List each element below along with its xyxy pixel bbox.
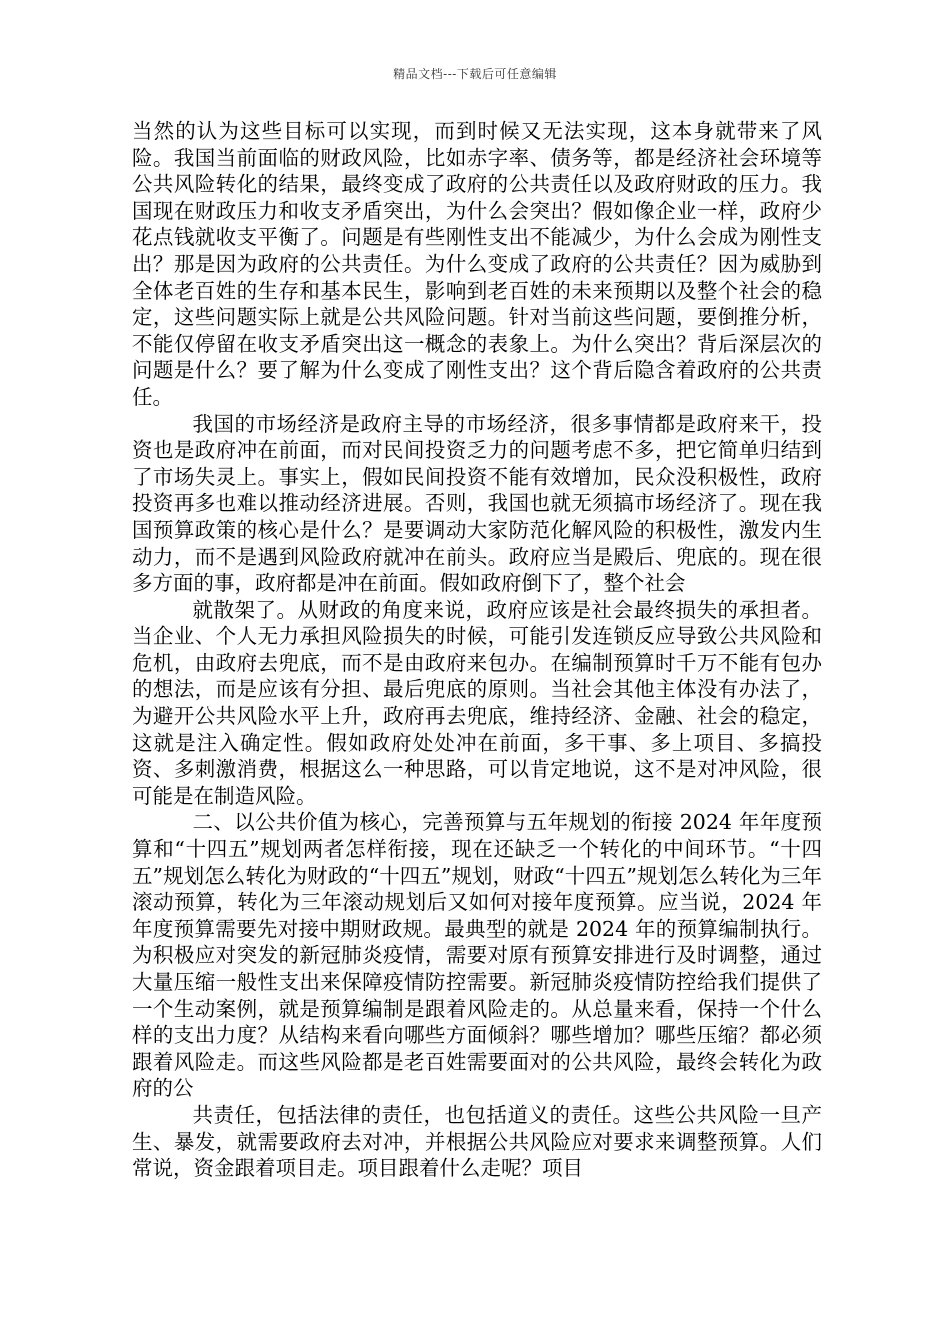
paragraph: 就散架了。从财政的角度来说，政府应该是社会最终损失的承担者。当企业、个人无力承担风险损失的时候，可能引发连锁反应导致公共风险和危机，由政府去兜底，而不是由政府来包办。在编制预算时千万不能有包办的想法，而是应该有分担、最后兜底的原则。当社会其他主体没有办法了，为避开公共风险水平上升，政府再去兜底，维持经济、金融、社会的稳定，这就是注入确定性。假如政府处处冲在前面，多干事、多上项目、多搞投资、多刺激消费，根据这么一种思路，可以肯定地说，这不是对冲风险，很可能是在制造风险。 bbox=[132, 597, 822, 808]
paragraph: 我国的市场经济是政府主导的市场经济，很多事情都是政府来干，投资也是政府冲在前面，而对民间投资乏力的问题考虑不多，把它简单归结到了市场失灵上。事实上，假如民间投资不能有效增加，民众没积极性，政府投资再多也难以推动经济进展。否则，我国也就无须搞市场经济了。现在我国预算政策的核心是什么？是要调动大家防范化解风险的积极性，激发内生动力，而不是遇到风险政府就冲在前头。政府应当是殿后、兜底的。现在很多方面的事，政府都是冲在前面。假如政府倒下了，整个社会 bbox=[132, 411, 822, 596]
document-body bbox=[132, 118, 822, 1182]
page-header-note: 精品文档---下载后可任意编辑 bbox=[393, 67, 557, 81]
paragraph: 当然的认为这些目标可以实现，而到时候又无法实现，这本身就带来了风险。我国当前面临的财政风险，比如赤字率、债务等，都是经济社会环境等公共风险转化的结果，最终变成了政府的公共责任以及政府财政的压力。我国现在财政压力和收支矛盾突出，为什么会突出？假如像企业一样，政府少花点钱就收支平衡了。问题是有些刚性支出不能减少，为什么会成为刚性支出？那是因为政府的公共责任。为什么变成了政府的公共责任？因为威胁到全体老百姓的生存和基本民生，影响到老百姓的未来预期以及整个社会的稳定，这些问题实际上就是公共风险问题。针对当前这些问题，要倒推分析，不能仅停留在收支矛盾突出这一概念的表象上。为什么突出？背后深层次的问题是什么？要了解为什么变成了刚性支出？这个背后隐含着政府的公共责任。 bbox=[132, 119, 822, 409]
paragraph: 二、以公共价值为核心，完善预算与五年规划的衔接 2024 年年度预算和“十四五”规划两者怎样衔接，现在还缺乏一个转化的中间环节。“十四五”规划怎么转化为财政的“十四五”规划，财政“十四五”规划怎么转化为三年滚动预算，转化为三年滚动规划后又如何对接年度预算。应当说，2024 年年度预算需要先对接中期财政规。最典型的就是 2024 年的预算编制执行。为积极应对突发的新冠肺炎疫情，需要对原有预算安排进行及时调整，通过大量压缩一般性支出来保障疫情防控需要。新冠肺炎疫情防控给我们提供了一个生动案例，就是预算编制是跟着风险走的。从总量来看，保持一个什么样的支出力度？从结构来看向哪些方面倾斜？哪些增加？哪些压缩？都必须跟着风险走。而这些风险都是老百姓需要面对的公共风险，最终会转化为政府的公 bbox=[132, 810, 822, 1101]
paragraph: 共责任，包括法律的责任，也包括道义的责任。这些公共风险一旦产生、暴发，就需要政府去对冲，并根据公共风险应对要求来调整预算。人们常说，资金跟着项目走。项目跟着什么走呢？项目 bbox=[132, 1102, 822, 1181]
